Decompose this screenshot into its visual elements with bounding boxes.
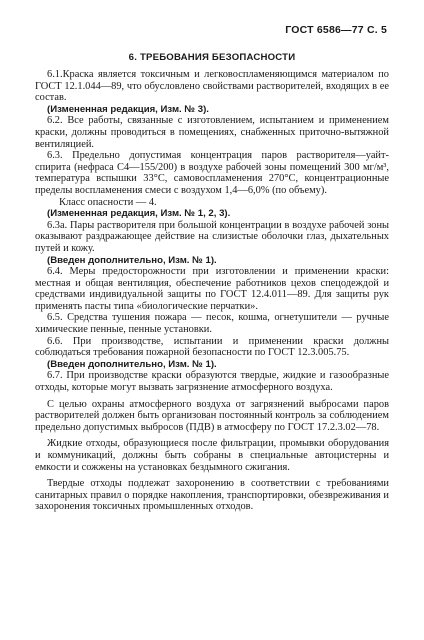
paragraph-6-1: 6.1.Краска является токсичным и легковоспламеняющимся материалом по ГОСТ 12.1.044—89, что обусловлено свойствами растворителей, входящих в ее состав. bbox=[35, 69, 389, 104]
paragraph-6-4: 6.4. Меры предосторожности при изготовлении и применении краски: местная и общая вентиляция, обеспечение работников цехов спецодеждой и средствами индивидуальной защиты по ГОСТ 12.4.011—89. Для защиты рук применять пасты типа «биологические перчатки». bbox=[35, 266, 389, 312]
paragraph-liquid-waste: Жидкие отходы, образующиеся после фильтрации, промывки оборудования и коммуникаций, должны быть собраны в специальные автоцистерны и емкости и сожжены на установках бездымного сжигания. bbox=[35, 438, 389, 473]
amendment-note: (Введен дополнительно, Изм. № 1). bbox=[47, 358, 217, 370]
paragraph-air-protection: С целью охраны атмосферного воздуха от загрязнений выбросами паров растворителей должен быть организован постоянный контроль за соблюдением предельно допустимых выбросов (ПДВ) в атмосферу по ГОСТ 17.2.3.02—78. bbox=[35, 398, 389, 433]
paragraph-6-7: 6.7. При производстве краски образуются твердые, жидкие и газообразные отходы, которые могут вызвать загрязнение атмосферного воздуха. bbox=[35, 370, 389, 394]
paragraph-6-6: 6.6. При производстве, испытании и применении краски должны соблюдаться требования пожарной безопасности по ГОСТ 12.3.005.75. bbox=[35, 335, 389, 359]
paragraph-6-3: 6.3. Предельно допустимая концентрация паров растворителя—уайт-спирита (нефраса С4—155/200) в воздухе рабочей зоны помещений 300 мг/м³, температура вспышки 33°С, самовоспламенения 270°С, концентрационные пределы воспламенения смеси с воздухом 1,4—6,0% (по объему). bbox=[35, 150, 389, 196]
amendment-note: (Введен дополнительно, Изм. № 1). bbox=[47, 254, 217, 266]
section-title: 6. ТРЕБОВАНИЯ БЕЗОПАСНОСТИ bbox=[128, 52, 296, 63]
amendment-note: (Измененная редакция, Изм. № 3). bbox=[47, 103, 209, 115]
paragraph-6-3a: 6.3а. Пары растворителя при большой концентрации в воздухе рабочей зоны оказывают раздражающее действие на слизистые оболочки глаз, дыхательных путей и кожу. bbox=[35, 219, 389, 254]
paragraph-6-2: 6.2. Все работы, связанные с изготовлением, испытанием и применением краски, должны проводиться в помещениях, снабженных приточно-вытяжной вентиляцией. bbox=[35, 115, 389, 150]
paragraph-solid-waste: Твердые отходы подлежат захоронению в соответствии с требованиями санитарных правил о порядке накопления, транспортировки, обезвреживания и захоронения токсичных промышленных отходов. bbox=[35, 478, 389, 513]
page-header: ГОСТ 6586—77 С. 5 bbox=[285, 24, 387, 36]
hazard-class: Класс опасности — 4. bbox=[59, 196, 157, 208]
amendment-note: (Измененная редакция, Изм. № 1, 2, 3). bbox=[47, 208, 231, 220]
document-body bbox=[35, 69, 389, 513]
paragraph-6-5: 6.5. Средства тушения пожара — песок, кошма, огнетушители — ручные химические пенные, пенные установки. bbox=[35, 312, 389, 336]
